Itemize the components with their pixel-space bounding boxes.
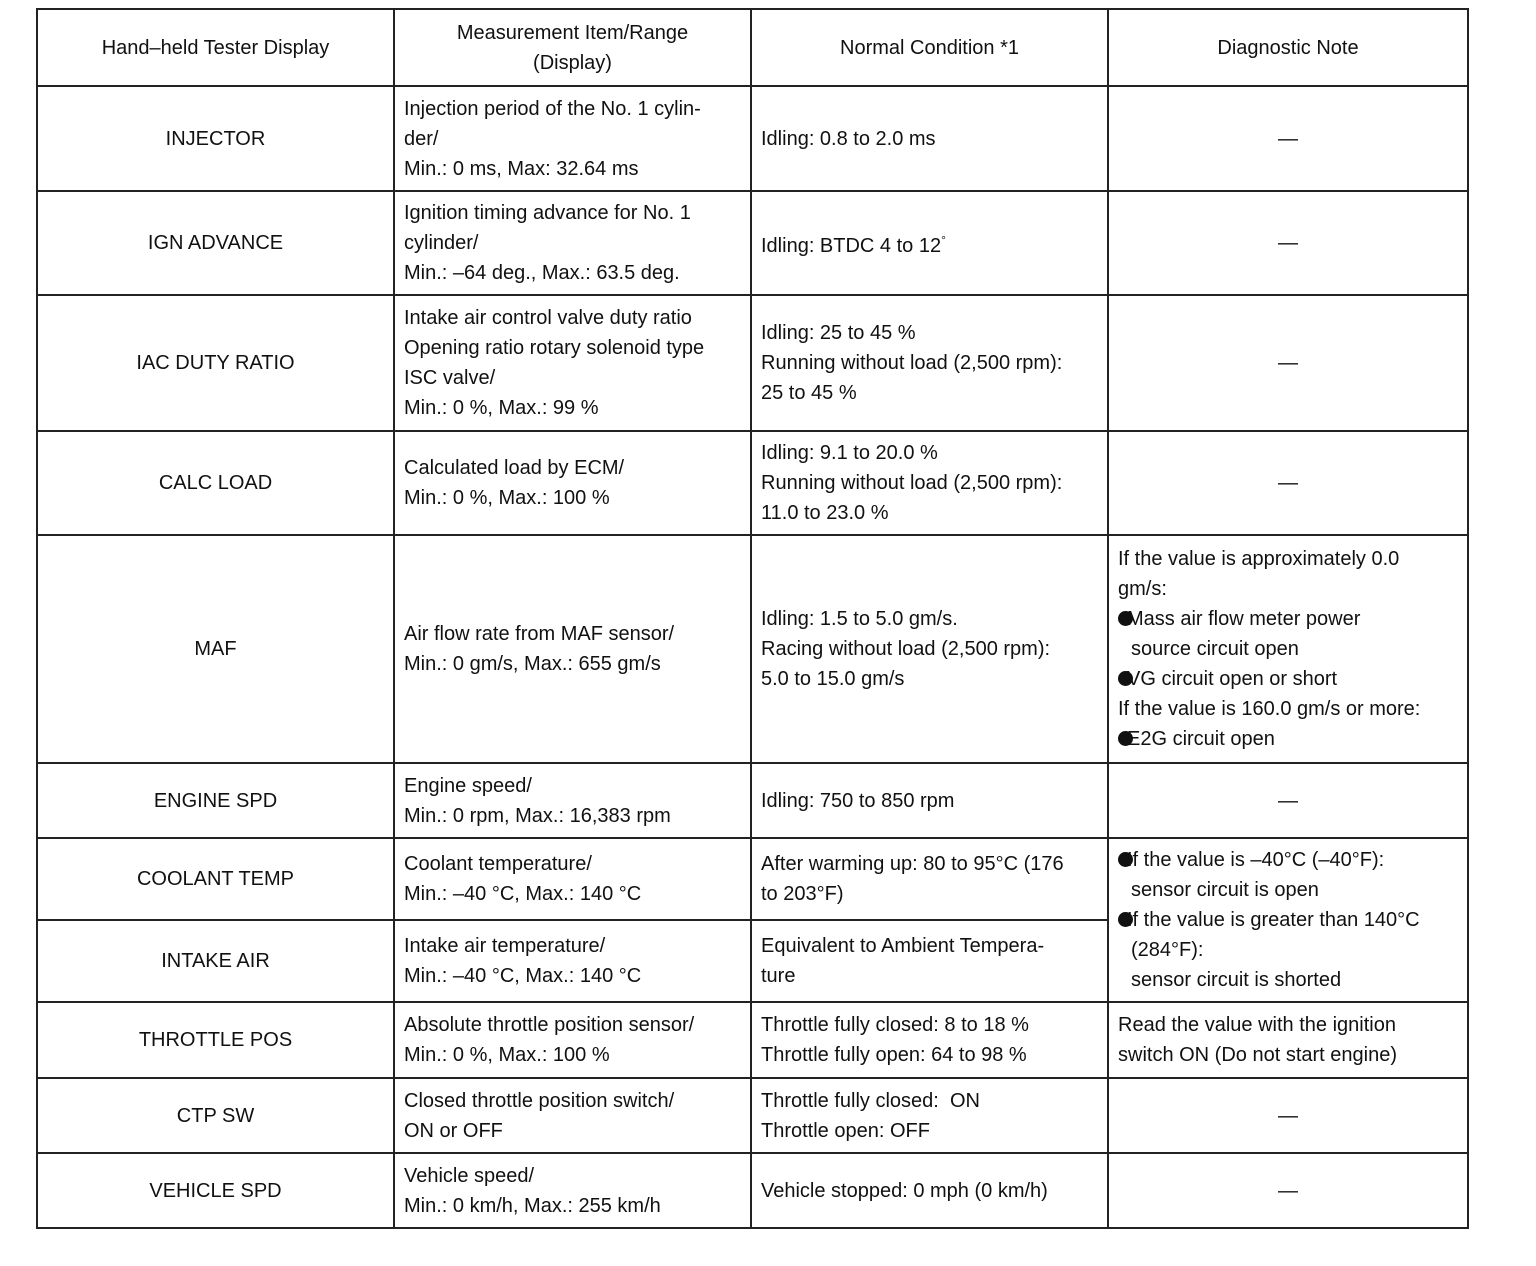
table-row-iac-duty-ratio	[37, 295, 1468, 431]
diagnostic-note-cell: —	[1108, 1153, 1468, 1228]
tester-display-cell: INJECTOR	[37, 86, 394, 191]
table-row-ctp-sw	[37, 1078, 1468, 1153]
tester-display-cell: ENGINE SPD	[37, 763, 394, 838]
table-row-maf	[37, 535, 1468, 763]
normal-condition-cell: Idling: 0.8 to 2.0 ms	[751, 86, 1108, 191]
normal-condition-cell: Throttle fully closed: 8 to 18 % Throttle fully open: 64 to 98 %	[751, 1002, 1108, 1078]
measurement-cell: Closed throttle position switch/ ON or OFF	[394, 1078, 751, 1153]
tester-display-cell: IGN ADVANCE	[37, 191, 394, 295]
diagnostic-note-cell: If the value is approximately 0.0 gm/s: Mass air flow meter power source circuit open VG circuit open or short If the value is 160.0 gm/s or more: E2G circuit open	[1108, 535, 1468, 763]
table-row-vehicle-spd	[37, 1153, 1468, 1228]
header-normal-condition: Normal Condition *1	[751, 9, 1108, 86]
normal-condition-cell: Idling: 750 to 850 rpm	[751, 763, 1108, 838]
tester-display-cell: COOLANT TEMP	[37, 838, 394, 920]
table-row-calc-load	[37, 431, 1468, 535]
measurement-cell: Ignition timing advance for No. 1 cylinder/ Min.: –64 deg., Max.: 63.5 deg.	[394, 191, 751, 295]
normal-condition-cell: After warming up: 80 to 95°C (176 to 203°F)	[751, 838, 1108, 920]
tester-display-cell: INTAKE AIR	[37, 920, 394, 1002]
data-list-table	[36, 8, 1469, 1229]
diagnostic-note-cell: Read the value with the ignition switch ON (Do not start engine)	[1108, 1002, 1468, 1078]
normal-condition-cell: Idling: 9.1 to 20.0 % Running without load (2,500 rpm): 11.0 to 23.0 %	[751, 431, 1108, 535]
measurement-cell: Calculated load by ECM/ Min.: 0 %, Max.: 100 %	[394, 431, 751, 535]
normal-condition-cell: Idling: 1.5 to 5.0 gm/s. Racing without load (2,500 rpm): 5.0 to 15.0 gm/s	[751, 535, 1108, 763]
diagnostic-note-cell: —	[1108, 295, 1468, 431]
diagnostic-note-cell: —	[1108, 191, 1468, 295]
header-tester-display: Hand–held Tester Display	[37, 9, 394, 86]
normal-condition-cell: Idling: BTDC 4 to 12°	[751, 191, 1108, 295]
measurement-cell: Intake air control valve duty ratio Opening ratio rotary solenoid type ISC valve/ Min.: 0 %, Max.: 99 %	[394, 295, 751, 431]
diagnostic-note-cell: —	[1108, 431, 1468, 535]
table-row-ign-advance	[37, 191, 1468, 295]
normal-condition-cell: Throttle fully closed: ON Throttle open: OFF	[751, 1078, 1108, 1153]
measurement-cell: Intake air temperature/ Min.: –40 °C, Max.: 140 °C	[394, 920, 751, 1002]
tester-display-cell: THROTTLE POS	[37, 1002, 394, 1078]
tester-display-cell: CTP SW	[37, 1078, 394, 1153]
tester-display-cell: MAF	[37, 535, 394, 763]
diagnostic-note-cell: —	[1108, 86, 1468, 191]
normal-condition-cell: Vehicle stopped: 0 mph (0 km/h)	[751, 1153, 1108, 1228]
normal-condition-cell: Idling: 25 to 45 % Running without load (2,500 rpm): 25 to 45 %	[751, 295, 1108, 431]
diagnostic-note-cell: —	[1108, 1078, 1468, 1153]
header-diagnostic-note: Diagnostic Note	[1108, 9, 1468, 86]
measurement-cell: Coolant temperature/ Min.: –40 °C, Max.: 140 °C	[394, 838, 751, 920]
diagnostic-note-cell: —	[1108, 763, 1468, 838]
tester-display-cell: IAC DUTY RATIO	[37, 295, 394, 431]
header-measurement-item: Measurement Item/Range (Display)	[394, 9, 751, 86]
table-row-coolant-temp	[37, 838, 1468, 920]
measurement-cell: Vehicle speed/ Min.: 0 km/h, Max.: 255 km/h	[394, 1153, 751, 1228]
table-row-throttle-pos	[37, 1002, 1468, 1078]
table-header-row	[37, 9, 1468, 86]
normal-condition-cell: Equivalent to Ambient Tempera- ture	[751, 920, 1108, 1002]
tester-display-cell: VEHICLE SPD	[37, 1153, 394, 1228]
table-row-injector	[37, 86, 1468, 191]
diagnostic-note-cell: If the value is –40°C (–40°F): sensor circuit is open If the value is greater than 140°C (284°F): sensor circuit is shorted	[1108, 838, 1468, 1002]
table-row-engine-spd	[37, 763, 1468, 838]
measurement-cell: Engine speed/ Min.: 0 rpm, Max.: 16,383 rpm	[394, 763, 751, 838]
measurement-cell: Injection period of the No. 1 cylin- der/ Min.: 0 ms, Max: 32.64 ms	[394, 86, 751, 191]
measurement-cell: Absolute throttle position sensor/ Min.: 0 %, Max.: 100 %	[394, 1002, 751, 1078]
measurement-cell: Air flow rate from MAF sensor/ Min.: 0 gm/s, Max.: 655 gm/s	[394, 535, 751, 763]
tester-display-cell: CALC LOAD	[37, 431, 394, 535]
